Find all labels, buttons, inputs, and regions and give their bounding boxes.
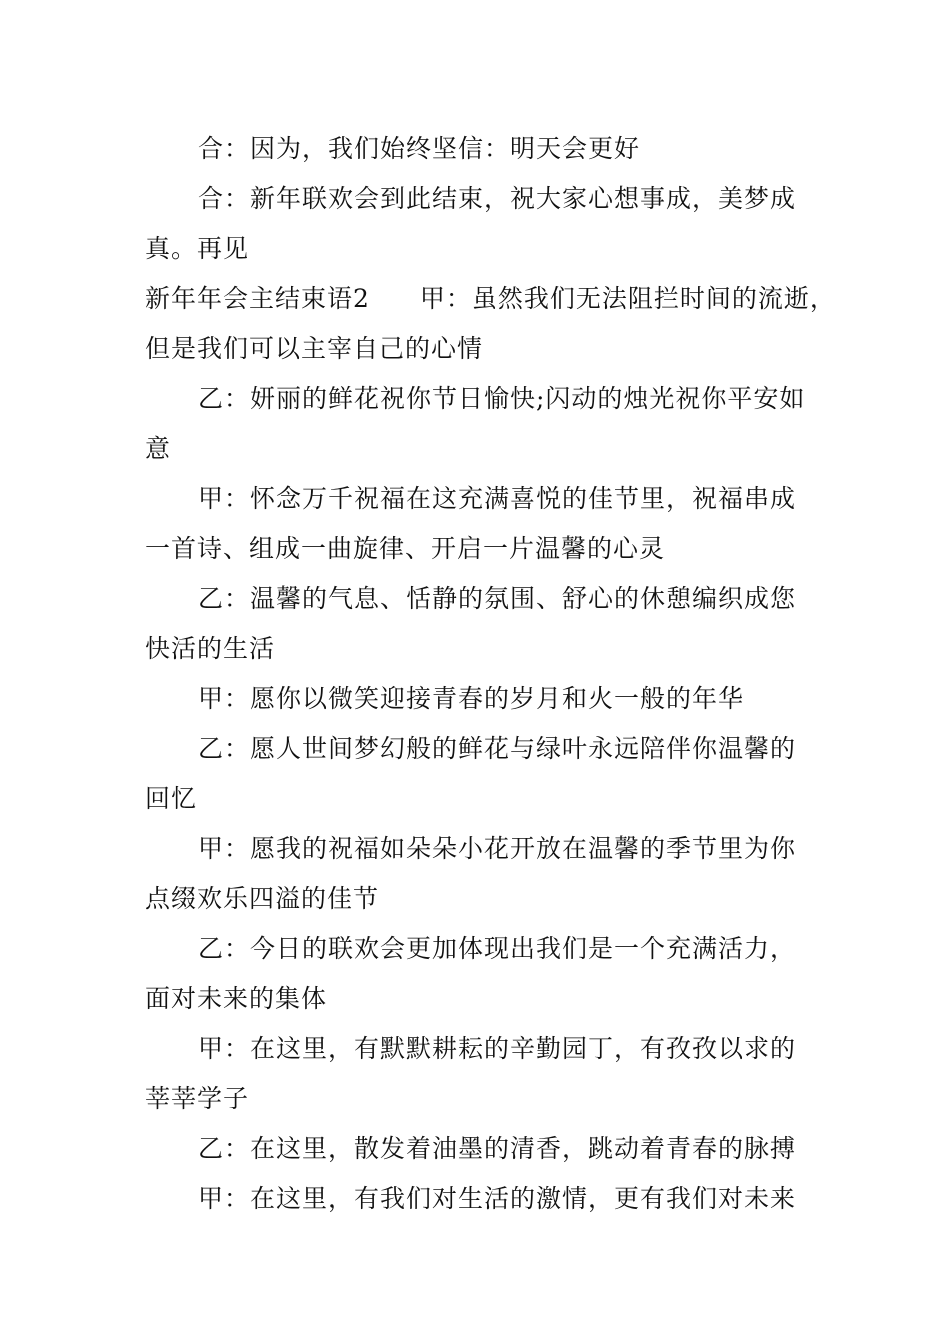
text-line: 回忆	[145, 784, 198, 813]
text-line: 真。再见	[145, 234, 250, 263]
text-line: 面对未来的集体	[145, 984, 328, 1013]
text-line: 快活的生活	[145, 634, 276, 663]
text-line: 乙：温馨的气息、恬静的氛围、舒心的休憩编织成您	[198, 584, 797, 613]
text-line: 但是我们可以主宰自己的心情	[145, 334, 484, 363]
text-line: 甲：怀念万千祝福在这充满喜悦的佳节里，祝福串成	[198, 484, 797, 513]
text-line: 一首诗、组成一曲旋律、开启一片温馨的心灵	[145, 534, 666, 563]
text-line: 甲：愿你以微笑迎接青春的岁月和火一般的年华	[198, 684, 745, 713]
text-segment: 甲：虽然我们无法阻拦时间的流逝，	[419, 284, 836, 313]
text-line: 甲：愿我的祝福如朵朵小花开放在温馨的季节里为你	[198, 834, 797, 863]
text-line: 合：新年联欢会到此结束，祝大家心想事成，美梦成	[198, 184, 797, 213]
text-line: 莘莘学子	[145, 1084, 250, 1113]
text-line: 意	[145, 434, 172, 463]
section-heading: 新年年会主结束语2	[145, 284, 370, 313]
text-line: 乙：愿人世间梦幻般的鲜花与绿叶永远陪伴你温馨的	[198, 734, 797, 763]
text-line: 合：因为，我们始终坚信：明天会更好	[198, 134, 641, 163]
text-line: 甲：在这里，有我们对生活的激情，更有我们对未来	[198, 1184, 797, 1213]
text-line: 乙：今日的联欢会更加体现出我们是一个充满活力，	[198, 934, 797, 963]
text-line: 乙：在这里，散发着油墨的清香，跳动着青春的脉搏	[198, 1134, 797, 1163]
text-line: 甲：在这里，有默默耕耘的辛勤园丁，有孜孜以求的	[198, 1034, 797, 1063]
text-line	[145, 274, 836, 324]
text-line: 点缀欢乐四溢的佳节	[145, 884, 380, 913]
text-line: 乙：妍丽的鲜花祝你节日愉快;闪动的烛光祝你平安如	[198, 384, 806, 413]
document-body	[145, 124, 836, 1224]
